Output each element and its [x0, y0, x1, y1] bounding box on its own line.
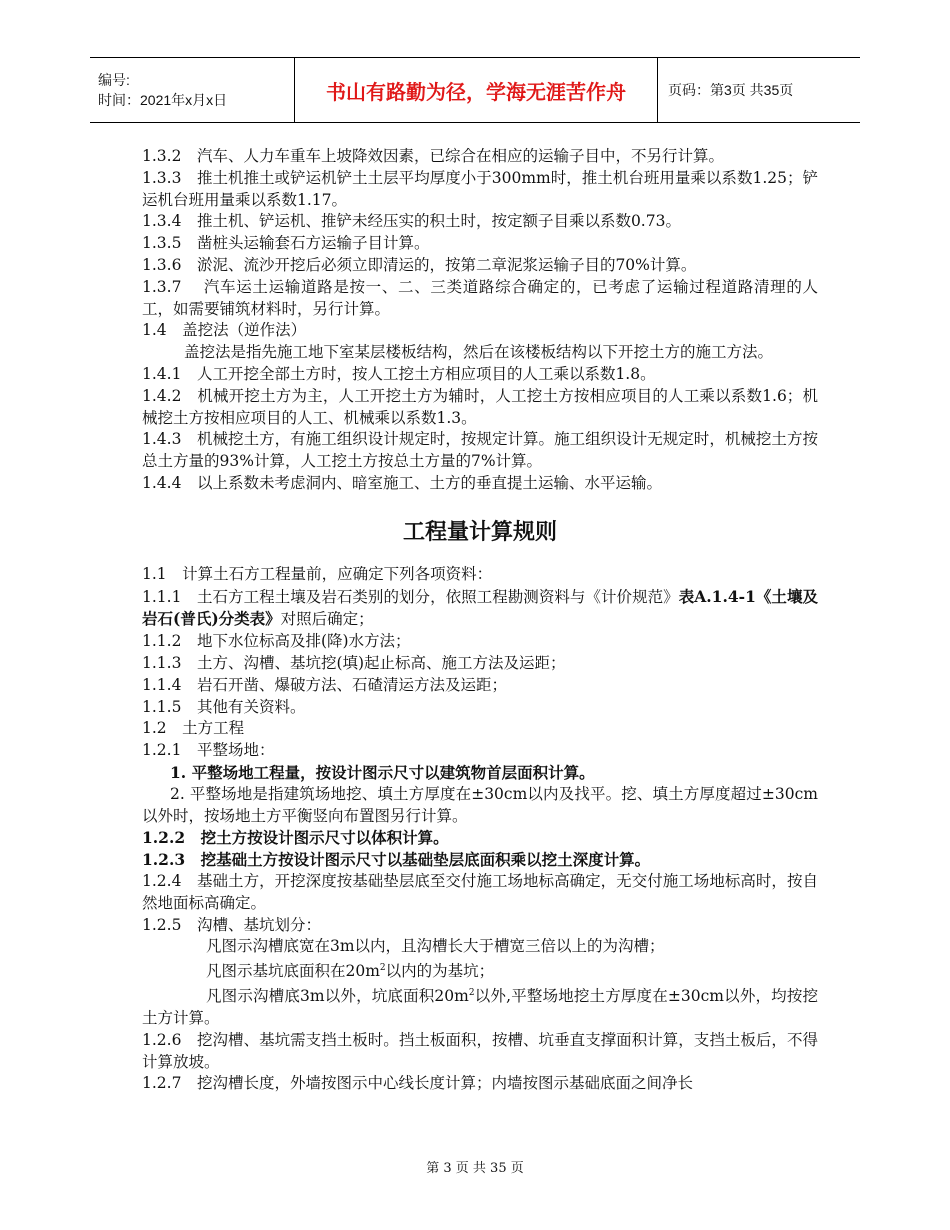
para-1-2-6: 1.2.6 挖沟槽、基坑需支挡土板时。挡土板面积，按槽、坑垂直支撑面积计算，支挡土板后，不得计算放坡。	[142, 1030, 818, 1071]
para-1-2-5-trench: 凡图示沟槽底宽在3m以内，且沟槽长大于槽宽三倍以上的为沟槽；	[206, 937, 665, 956]
para-1-1-4: 1.1.4 岩石开凿、爆破方法、石碴清运方法及运距；	[142, 675, 507, 694]
para-1-2-1: 1.2.1 平整场地：	[142, 741, 275, 760]
page-footer: 第 3 页 共 35 页	[426, 1161, 524, 1176]
section-title: 工程量计算规则	[402, 519, 557, 545]
para-1-2-3: 1.2.3 挖基础土方按设计图示尺寸以基础垫层底面积乘以挖土深度计算。	[142, 850, 651, 870]
para-1-1: 1.1 计算土石方工程量前，应确定下列各项资料：	[142, 564, 493, 583]
time-label: 时间：2021年x月x日	[98, 92, 228, 108]
para-1-1-3: 1.1.3 土方、沟槽、基坑挖(填)起止标高、施工方法及运距；	[142, 653, 566, 672]
para-1-4-2: 1.4.2 机械开挖土方为主，人工开挖土方为辅时，人工挖土方按相应项目的人工乘以系数1.6；机械挖土方按相应项目的人工、机械乘以系数1.3。	[142, 386, 818, 427]
document-body	[142, 146, 818, 1095]
header-meta	[90, 58, 294, 122]
para-1-3-4: 1.3.4 推土机、铲运机、推铲未经压实的积土时，按定额子目乘以系数0.73。	[142, 212, 681, 231]
para-1-2-5: 1.2.5 沟槽、基坑划分：	[142, 915, 321, 934]
page-header	[90, 57, 860, 123]
para-1-3-5: 1.3.5 凿桩头运输套石方运输子目计算。	[142, 234, 430, 253]
pit-sup: 2	[379, 963, 386, 974]
excavation-text-b: 以外,平整场地挖土方厚度在±30cm以外，均按挖土方计算。	[142, 987, 818, 1027]
para-1-3-7: 1.3.7 汽车运土运输道路是按一、二、三类道路综合确定的，已考虑了运输过程道路清理的人工，如需要铺筑材料时，另行计算。	[142, 277, 818, 318]
para-1-1-1-text: 1.1.1 土石方工程土壤及岩石类别的划分，依照工程勘测资料与《计价规范》	[142, 587, 679, 606]
pit-text-a: 凡图示基坑底面积在20m	[206, 962, 380, 981]
para-1-3-2: 1.3.2 汽车、人力车重车上坡降效因素，已综合在相应的运输子目中，不另行计算。	[142, 147, 724, 165]
para-1-2-5-pit	[142, 958, 818, 983]
number-label: 编号:	[98, 72, 130, 88]
para-1-2-1-item2: 2. 平整场地是指建筑场地挖、填土方厚度在±30cm以内及找平。挖、填土方厚度超过±30cm以外时，按场地土方平衡竖向布置图另行计算。	[142, 784, 818, 825]
motto-text: 书山有路勤为径，学海无涯苦作舟	[326, 79, 626, 104]
para-1-1-5: 1.1.5 其他有关资料。	[142, 697, 306, 716]
para-1-1-1-tail: 对照后确定；	[280, 610, 374, 629]
para-1-2-2: 1.2.2 挖土方按设计图示尺寸以体积计算。	[142, 828, 449, 848]
para-1-3-3: 1.3.3 推土机推土或铲运机铲土土层平均厚度小于300mm时，推土机台班用量乘以系数1.25；铲运机台班用量乘以系数1.17。	[142, 168, 818, 209]
para-1-4-3: 1.4.3 机械挖土方，有施工组织设计规定时，按规定计算。施工组织设计无规定时，机械挖土方按总土方量的93%计算，人工挖土方按总土方量的7%计算。	[142, 430, 818, 471]
para-1-2: 1.2 土方工程	[142, 719, 245, 738]
para-1-4-1: 1.4.1 人工开挖全部土方时，按人工挖土方相应项目的人工乘以系数1.8。	[142, 364, 656, 383]
para-1-3-6: 1.3.6 淤泥、流沙开挖后必须立即清运的，按第二章泥浆运输子目的70%计算。	[142, 255, 697, 274]
header-page-info	[658, 58, 860, 122]
excavation-sup: 2	[468, 988, 475, 999]
para-1-2-4: 1.2.4 基础土方，开挖深度按基础垫层底至交付施工场地标高确定，无交付施工场地标高时，按自然地面标高确定。	[142, 871, 818, 912]
pit-text-b: 以内的为基坑；	[385, 962, 495, 981]
para-1-1-2: 1.1.2 地下水位标高及排(降)水方法；	[142, 632, 411, 651]
table-reference: 表A.1.4-1《土壤及岩石(普氏)分类表》	[142, 586, 818, 629]
header-motto	[294, 58, 658, 122]
para-1-4-4: 1.4.4 以上系数未考虑洞内、暗室施工、土方的垂直提土运输、水平运输。	[142, 473, 662, 492]
para-1-4: 1.4 盖挖法（逆作法）	[142, 321, 307, 340]
para-1-4-desc: 盖挖法是指先施工地下室某层楼板结构，然后在该楼板结构以下开挖土方的施工方法。	[184, 343, 774, 362]
excavation-text-a: 凡图示沟槽底3m以外，坑底面积20m	[206, 987, 469, 1006]
para-1-1-1	[142, 586, 818, 632]
para-1-2-7: 1.2.7 挖沟槽长度，外墙按图示中心线长度计算；内墙按图示基础底面之间净长	[142, 1074, 693, 1093]
para-1-2-1-item1: 1. 平整场地工程量，按设计图示尺寸以建筑物首层面积计算。	[170, 762, 595, 782]
page-info-text: 页码：第3页 共35页	[668, 82, 794, 98]
para-1-2-5-excavation	[142, 983, 818, 1030]
